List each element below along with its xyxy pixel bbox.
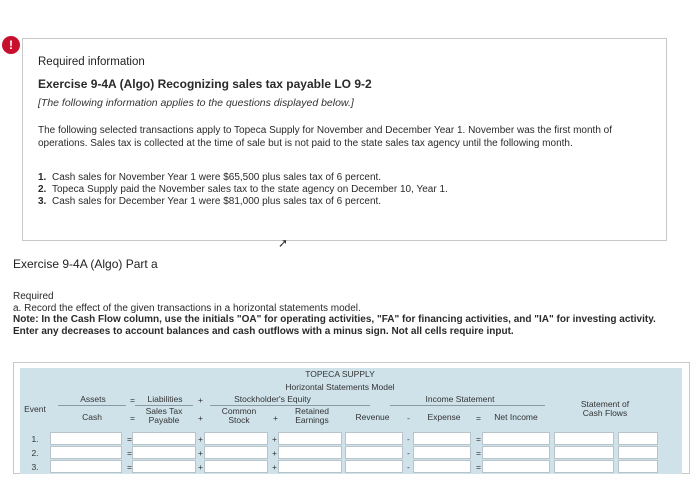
list-item-number: 1. [38, 172, 47, 183]
equals-operator: = [130, 395, 135, 405]
income-underline [390, 405, 545, 406]
plus-operator: + [273, 413, 278, 423]
common-stock-input[interactable] [204, 432, 268, 445]
cash-flows-header: Statement of Cash Flows [580, 399, 630, 418]
list-item-text: Topeca Supply paid the November sales tax to the state agency on December 10, Year 1. [52, 184, 448, 195]
minus-operator: - [407, 462, 410, 472]
list-item [38, 196, 448, 208]
plus-operator: + [198, 434, 203, 444]
required-instruction: a. Record the effect of the given transactions in a horizontal statements model. [13, 302, 361, 314]
sales-tax-payable-input[interactable] [132, 460, 196, 473]
required-information-panel [22, 38, 667, 241]
equals-operator: = [127, 448, 132, 458]
cash-flow-amount-input[interactable] [554, 446, 614, 459]
cash-flow-activity-input[interactable] [618, 446, 658, 459]
revenue-header: Revenue [355, 412, 390, 422]
sales-tax-payable-input[interactable] [132, 432, 196, 445]
model-table [20, 368, 682, 474]
assets-header: Assets [80, 394, 106, 404]
transaction-list [38, 172, 448, 208]
retained-earnings-input[interactable] [278, 446, 342, 459]
expense-header: Expense [427, 412, 461, 422]
row-label: 3. [31, 462, 39, 472]
sales-tax-payable-input[interactable] [132, 446, 196, 459]
company-name: TOPECA SUPPLY [305, 369, 375, 379]
exercise-title: Exercise 9-4A (Algo) Recognizing sales tax payable LO 9-2 [38, 77, 372, 91]
equals-operator: = [127, 462, 132, 472]
exercise-paragraph: The following selected transactions apply to Topeca Supply for November and December Year 1. November was the first month of operations. Sales tax is collected at the time of sale but is not paid to the state sales tax agency until the following month. [38, 125, 613, 149]
row-label: 1. [31, 434, 39, 444]
plus-operator: + [272, 434, 277, 444]
minus-operator: - [407, 413, 410, 423]
plus-operator: + [272, 448, 277, 458]
list-item [38, 172, 448, 184]
equals-operator: = [476, 413, 481, 423]
horizontal-statements-model [13, 362, 690, 474]
plus-operator: + [198, 448, 203, 458]
plus-operator: + [198, 462, 203, 472]
revenue-input[interactable] [345, 432, 403, 445]
exercise-note: [The following information applies to the questions displayed below.] [38, 97, 354, 109]
expense-input[interactable] [413, 460, 471, 473]
common-stock-header: Common Stock [221, 406, 257, 425]
expense-input[interactable] [413, 432, 471, 445]
minus-operator: - [407, 448, 410, 458]
liabilities-header: Liabilities [147, 394, 183, 404]
cash-header: Cash [82, 412, 102, 422]
required-block [13, 291, 673, 337]
equals-operator: = [130, 413, 135, 423]
equals-operator: = [127, 434, 132, 444]
sales-tax-payable-header: Sales Tax Payable [145, 406, 183, 425]
list-item-number: 2. [38, 184, 47, 195]
plus-operator: + [198, 395, 203, 405]
expense-input[interactable] [413, 446, 471, 459]
net-income-header: Net Income [494, 412, 538, 422]
revenue-input[interactable] [345, 460, 403, 473]
required-note: Note: In the Cash Flow column, use the initials "OA" for operating activities, "FA" for financing activities, and "IA" for investing activity. Enter any decreases to account balances and cash outflows with a minus sign. Not all cells require input. [13, 314, 656, 337]
net-income-input[interactable] [482, 446, 550, 459]
row-label: 2. [31, 448, 39, 458]
stockholders-equity-header: Stockholder's Equity [234, 394, 311, 404]
cash-input[interactable] [50, 432, 122, 445]
net-income-input[interactable] [482, 460, 550, 473]
assets-underline [58, 405, 126, 406]
list-item-number: 3. [38, 196, 47, 207]
plus-operator: + [198, 413, 203, 423]
cash-flow-amount-input[interactable] [554, 460, 614, 473]
common-stock-input[interactable] [204, 446, 268, 459]
list-item [38, 184, 448, 196]
cash-input[interactable] [50, 446, 122, 459]
equals-operator: = [476, 448, 481, 458]
alert-icon: ! [2, 36, 20, 54]
income-statement-header: Income Statement [425, 394, 495, 404]
model-title: Horizontal Statements Model [285, 382, 395, 392]
net-income-input[interactable] [482, 432, 550, 445]
cash-flow-activity-input[interactable] [618, 432, 658, 445]
part-title: Exercise 9-4A (Algo) Part a [13, 257, 158, 271]
cash-flow-amount-input[interactable] [554, 432, 614, 445]
minus-operator: - [407, 434, 410, 444]
retained-earnings-input[interactable] [278, 460, 342, 473]
required-information-label: Required information [38, 56, 145, 68]
retained-earnings-header: Retained Earnings [294, 406, 330, 425]
list-item-text: Cash sales for December Year 1 were $81,000 plus sales tax of 6 percent. [52, 196, 382, 207]
required-label: Required [13, 291, 54, 302]
cash-flow-activity-input[interactable] [618, 460, 658, 473]
plus-operator: + [272, 462, 277, 472]
event-header: Event [24, 404, 46, 414]
equals-operator: = [476, 462, 481, 472]
mouse-cursor-icon: ➚ [278, 236, 289, 250]
common-stock-input[interactable] [204, 460, 268, 473]
retained-earnings-input[interactable] [278, 432, 342, 445]
cash-input[interactable] [50, 460, 122, 473]
list-item-text: Cash sales for November Year 1 were $65,500 plus sales tax of 6 percent. [52, 172, 382, 183]
equals-operator: = [476, 434, 481, 444]
revenue-input[interactable] [345, 446, 403, 459]
